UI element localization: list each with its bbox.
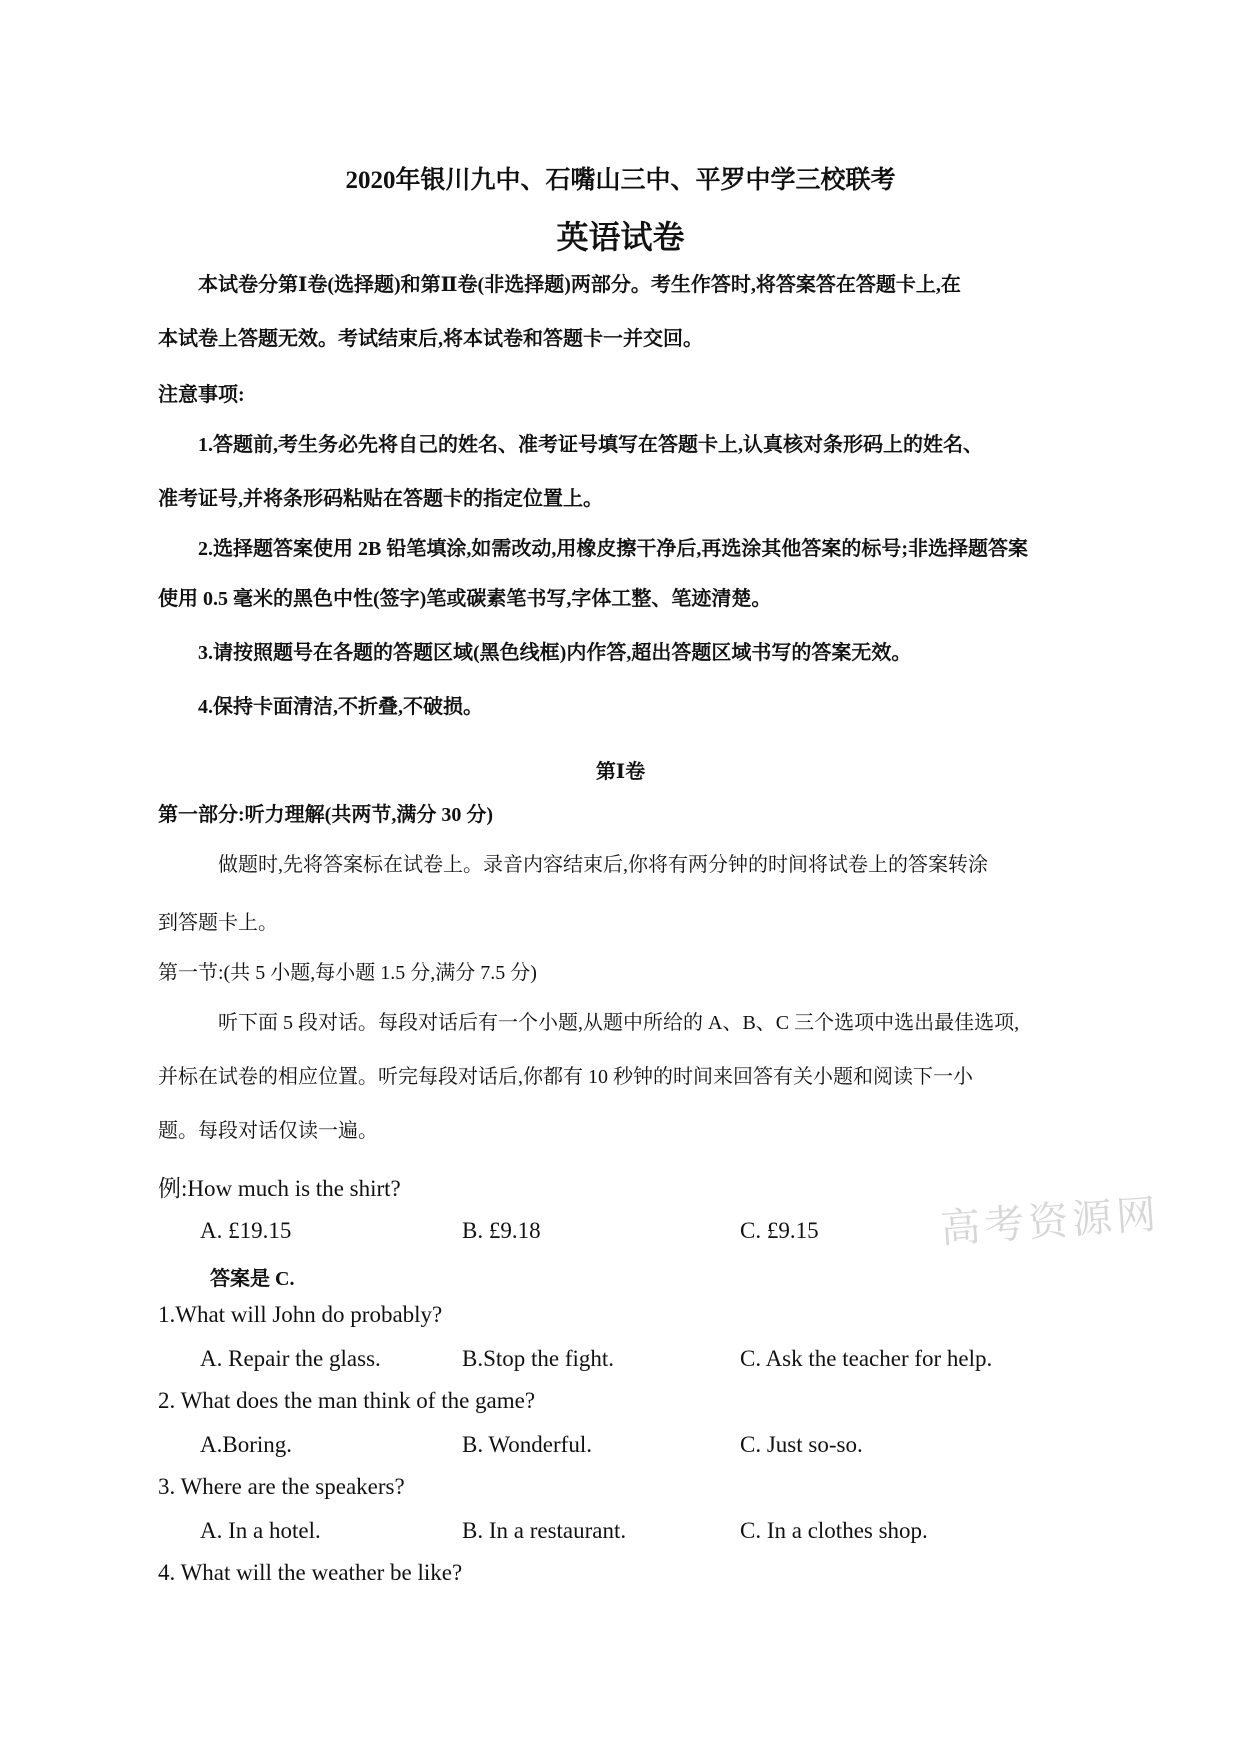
question-3-option-c: C. In a clothes shop. <box>740 1518 928 1543</box>
watermark-logo: 高考资源网 <box>938 1191 1162 1252</box>
question-1-option-b: B.Stop the fight. <box>462 1346 615 1371</box>
part1-heading: 第一部分:听力理解(共两节,满分 30 分) <box>158 804 493 826</box>
exam-title: 2020年银川九中、石嘴山三中、平罗中学三校联考 <box>345 167 896 194</box>
intro-line-1: 本试卷分第Ⅰ卷(选择题)和第Ⅱ卷(非选择题)两部分。考生作答时,将答案答在答题卡上,在 <box>198 274 961 296</box>
example-question: 例:How much is the shirt? <box>158 1176 401 1201</box>
note-1-line-2: 准考证号,并将条形码粘贴在答题卡的指定位置上。 <box>158 488 603 510</box>
question-2-option-a: A.Boring. <box>200 1432 292 1457</box>
note-3: 3.请按照题号在各题的答题区域(黑色线框)内作答,超出答题区域书写的答案无效。 <box>198 642 912 664</box>
exam-subtitle: 英语试卷 <box>556 219 685 255</box>
note-4: 4.保持卡面清洁,不折叠,不破损。 <box>198 696 483 718</box>
question-1-option-a: A. Repair the glass. <box>200 1346 381 1371</box>
question-3-option-a: A. In a hotel. <box>200 1518 321 1543</box>
intro-line-2: 本试卷上答题无效。考试结束后,将本试卷和答题卡一并交回。 <box>158 328 703 350</box>
question-4-stem: 4. What will the weather be like? <box>158 1560 463 1585</box>
note-2-line-2: 使用 0.5 毫米的黑色中性(签字)笔或碳素笔书写,字体工整、笔迹清楚。 <box>158 588 772 610</box>
example-option-b: B. £9.18 <box>462 1218 541 1243</box>
section1-instructions-line-2: 并标在试卷的相应位置。听完每段对话后,你都有 10 秒钟的时间来回答有关小题和阅读下一小 <box>158 1066 973 1088</box>
note-1-line-1: 1.答题前,考生务必先将自己的姓名、准考证号填写在答题卡上,认真核对条形码上的姓名、 <box>198 434 983 456</box>
example-answer: 答案是 C. <box>210 1268 295 1290</box>
note-2-line-1: 2.选择题答案使用 2B 铅笔填涂,如需改动,用橡皮擦干净后,再选涂其他答案的标号;非选择题答案 <box>198 538 1028 560</box>
example-option-c: C. £9.15 <box>740 1218 819 1243</box>
example-option-a: A. £19.15 <box>200 1218 292 1243</box>
question-3-option-b: B. In a restaurant. <box>462 1518 627 1543</box>
section1-instructions-line-1: 听下面 5 段对话。每段对话后有一个小题,从题中所给的 A、B、C 三个选项中选出最佳选项, <box>218 1012 1020 1034</box>
question-2-stem: 2. What does the man think of the game? <box>158 1388 536 1413</box>
question-1-option-c: C. Ask the teacher for help. <box>740 1346 993 1371</box>
volume-title: 第Ⅰ卷 <box>595 761 646 783</box>
notes-heading: 注意事项: <box>158 384 245 406</box>
question-1-stem: 1.What will John do probably? <box>158 1302 443 1327</box>
part1-instructions-line-2: 到答题卡上。 <box>158 912 278 934</box>
part1-instructions-line-1: 做题时,先将答案标在试卷上。录音内容结束后,你将有两分钟的时间将试卷上的答案转涂 <box>218 854 988 876</box>
question-2-option-b: B. Wonderful. <box>462 1432 592 1457</box>
section1-instructions-line-3: 题。每段对话仅读一遍。 <box>158 1120 378 1142</box>
question-3-stem: 3. Where are the speakers? <box>158 1474 405 1499</box>
section1-heading: 第一节:(共 5 小题,每小题 1.5 分,满分 7.5 分) <box>158 962 537 984</box>
question-2-option-c: C. Just so-so. <box>740 1432 863 1457</box>
